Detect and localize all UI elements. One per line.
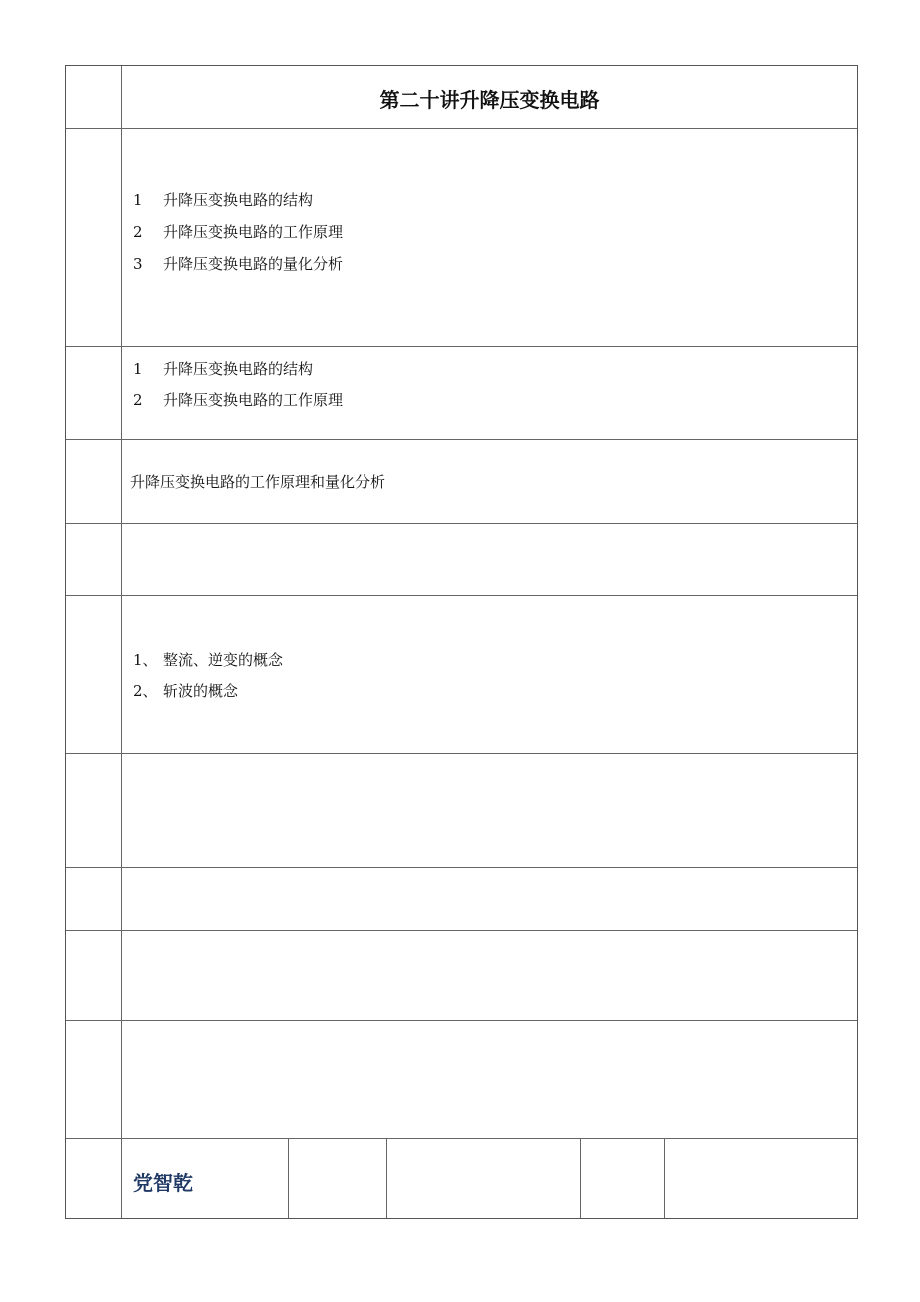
list-item [133, 390, 343, 410]
item-number: 3 [133, 255, 143, 273]
row-label-cell [66, 596, 122, 753]
list-item [133, 254, 343, 274]
empty-row [66, 1020, 857, 1138]
row-label-cell [66, 931, 122, 1020]
lesson-plan-table [65, 65, 858, 1219]
row-label-cell [66, 868, 122, 930]
page-title: 第二十讲升降压变换电路 [379, 88, 600, 112]
list-item [133, 222, 343, 242]
objectives-row [66, 128, 857, 346]
list-item [133, 650, 283, 670]
footer-subcell [386, 1139, 580, 1218]
item-number: 2 [133, 223, 143, 241]
empty-cell [122, 1021, 857, 1138]
item-text: 升降压变换电路的工作原理 [163, 223, 344, 241]
empty-row [66, 930, 857, 1020]
key-points-cell [122, 347, 857, 439]
row-label-cell [66, 347, 122, 439]
difficulty-text: 升降压变换电路的工作原理和量化分析 [130, 473, 386, 491]
footer-subcell [664, 1139, 857, 1218]
row-label-cell [66, 440, 122, 523]
review-cell [122, 596, 857, 753]
item-number: 1、 [133, 651, 158, 669]
footer-row [66, 1138, 857, 1218]
objectives-cell [122, 129, 857, 346]
empty-row [66, 753, 857, 867]
item-text: 升降压变换电路的工作原理 [163, 391, 344, 409]
footer-subcell [580, 1139, 664, 1218]
key-points-row [66, 346, 857, 439]
row-label-cell [66, 1021, 122, 1138]
row-label-cell [66, 129, 122, 346]
difficulty-cell [122, 440, 857, 523]
title-cell [122, 66, 857, 128]
empty-row [66, 867, 857, 930]
item-number: 2 [133, 391, 143, 409]
item-text: 升降压变换电路的结构 [163, 360, 314, 378]
list-item [133, 190, 313, 210]
list-item [133, 681, 238, 701]
empty-cell [122, 931, 857, 1020]
title-row [66, 66, 857, 128]
item-number: 2、 [133, 682, 158, 700]
author-name: 党智乾 [133, 1171, 193, 1195]
row-label-cell [66, 66, 122, 128]
row-label-cell [66, 524, 122, 595]
item-number: 1 [133, 360, 143, 378]
empty-cell [122, 754, 857, 867]
item-text: 升降压变换电路的量化分析 [163, 255, 344, 273]
difficulty-row [66, 439, 857, 523]
row-label-cell [66, 754, 122, 867]
footer-subcell [288, 1139, 386, 1218]
row-label-cell [66, 1139, 122, 1218]
review-row [66, 595, 857, 753]
name-cell [122, 1139, 857, 1218]
list-item [133, 359, 313, 379]
empty-cell [122, 868, 857, 930]
item-text: 升降压变换电路的结构 [163, 191, 314, 209]
item-number: 1 [133, 191, 143, 209]
item-text: 整流、逆变的概念 [163, 651, 284, 669]
item-text: 斩波的概念 [163, 682, 239, 700]
empty-row [66, 523, 857, 595]
empty-cell [122, 524, 857, 595]
